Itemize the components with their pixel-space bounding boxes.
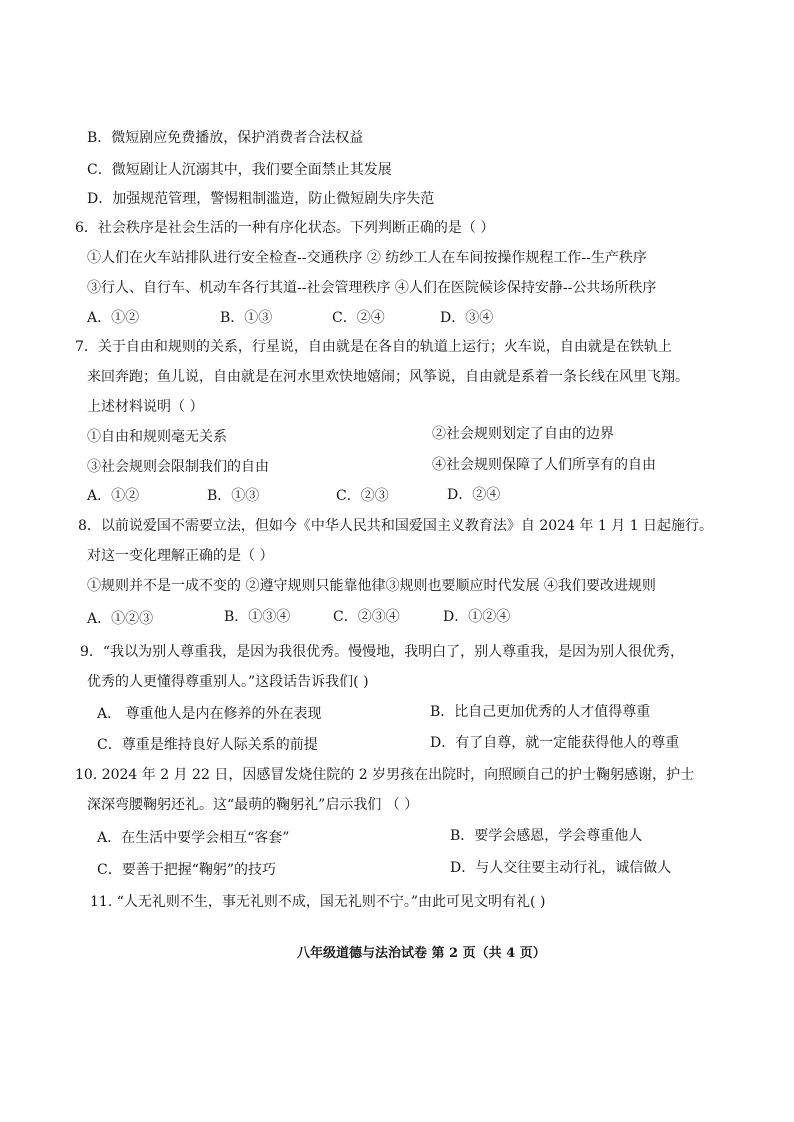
q9-option-c: C．尊重是维持良好人际关系的前提 (97, 737, 318, 753)
q7-item-4: ④社会规则保障了人们所享有的自由 (432, 457, 656, 473)
q9-option-a: A． 尊重他人是内在修养的外在表现 (97, 706, 322, 722)
q8-stem-line2: 对这一变化理解正确的是（ ） (87, 548, 274, 564)
q8-option-a: A．①②③ (87, 611, 154, 627)
q10-stem-line2: 深深弯腰鞠躬还礼。这“最萌的鞠躬礼”启示我们 （ ） (87, 797, 419, 813)
q6-items-line1: ①人们在火车站排队进行安全检查--交通秩序 ② 纺纱工人在车间按操作规程工作--生产秩序 (87, 250, 647, 266)
q6-option-d: D．③④ (440, 310, 494, 326)
q9-option-b: B．比自己更加优秀的人才值得尊重 (430, 704, 651, 720)
q5-option-c: C．微短剧让人沉溺其中，我们要全面禁止其发展 (87, 162, 392, 178)
q10-option-b: B．要学会感恩，学会尊重他人 (450, 828, 643, 844)
q8-option-b: B．①③④ (224, 609, 291, 625)
q8-items: ①规则并不是一成不变的 ②遵守规则只能靠他律③规则也要顺应时代发展 ④我们要改进规则 (87, 578, 656, 594)
q7-item-2: ②社会规则划定了自由的边界 (432, 426, 614, 442)
q7-item-1: ①自由和规则毫无关系 (87, 429, 227, 445)
q9-stem-line1: 9．“我以为别人尊重我，是因为我很优秀。慢慢地，我明白了，别人尊重我，是因为别人很优秀， (80, 644, 685, 660)
q6-option-c: C．②④ (332, 310, 385, 326)
q10-option-c: C．要善于把握“鞠躬”的技巧 (97, 862, 277, 878)
q8-option-c: C．②③④ (333, 609, 400, 625)
q7-option-c: C．②③ (336, 488, 389, 504)
q6-items-line2: ③行人、自行车、机动车各行其道--社会管理秩序 ④人们在医院候诊保持安静--公共场所秩序 (87, 280, 657, 296)
q6-option-b: B．①③ (220, 310, 273, 326)
q8-option-d: D．①②④ (443, 609, 511, 625)
q6-option-a: A．①② (87, 310, 140, 326)
q8-stem-line1: 8．以前说爱国不需要立法，但如今《中华人民共和国爱国主义教育法》自 2024 年 1 月 1 日起施行。 (78, 518, 714, 534)
q9-stem-line2: 优秀的人更懂得尊重别人。”这段话告诉我们( ) (87, 674, 369, 690)
q7-item-3: ③社会规则会限制我们的自由 (87, 459, 269, 475)
q7-stem-line1: 7．关于自由和规则的关系，行星说，自由就是在各自的轨道上运行；火车说，自由就是在铁轨上 (75, 339, 672, 355)
q10-stem-line1: 10. 2024 年 2 月 22 日，因感冒发烧住院的 2 岁男孩在出院时，向照顾自己的护士鞠躬感谢，护士 (75, 767, 695, 783)
q7-option-b: B．①③ (207, 488, 260, 504)
q11-stem: 11. “人无礼则不生，事无礼则不成，国无礼则不宁。”由此可见文明有礼( ) (90, 894, 546, 910)
q7-option-a: A．①② (87, 488, 140, 504)
q10-option-a: A．在生活中要学会相互“客套” (97, 830, 290, 846)
page-footer: 八年级道德与法治试卷 第 2 页（共 4 页） (297, 946, 546, 961)
q10-option-d: D．与人交往要主动行礼，诚信做人 (450, 860, 672, 876)
q9-option-d: D．有了自尊，就一定能获得他人的尊重 (430, 735, 680, 751)
q7-option-d: D．②④ (447, 487, 501, 503)
q5-option-d: D．加强规范管理，警惕粗制滥造，防止微短剧失序失范 (87, 191, 435, 207)
q7-stem-line3: 上述材料说明（ ） (87, 399, 204, 415)
q6-stem: 6．社会秩序是社会生活的一种有序化状态。下列判断正确的是（ ） (75, 220, 495, 236)
q7-stem-line2: 来回奔跑；鱼儿说，自由就是在河水里欢快地嬉闹；风筝说，自由就是系着一条长线在风里飞翔。 (87, 369, 689, 385)
q5-option-b: B．微短剧应免费播放，保护消费者合法权益 (87, 130, 364, 146)
